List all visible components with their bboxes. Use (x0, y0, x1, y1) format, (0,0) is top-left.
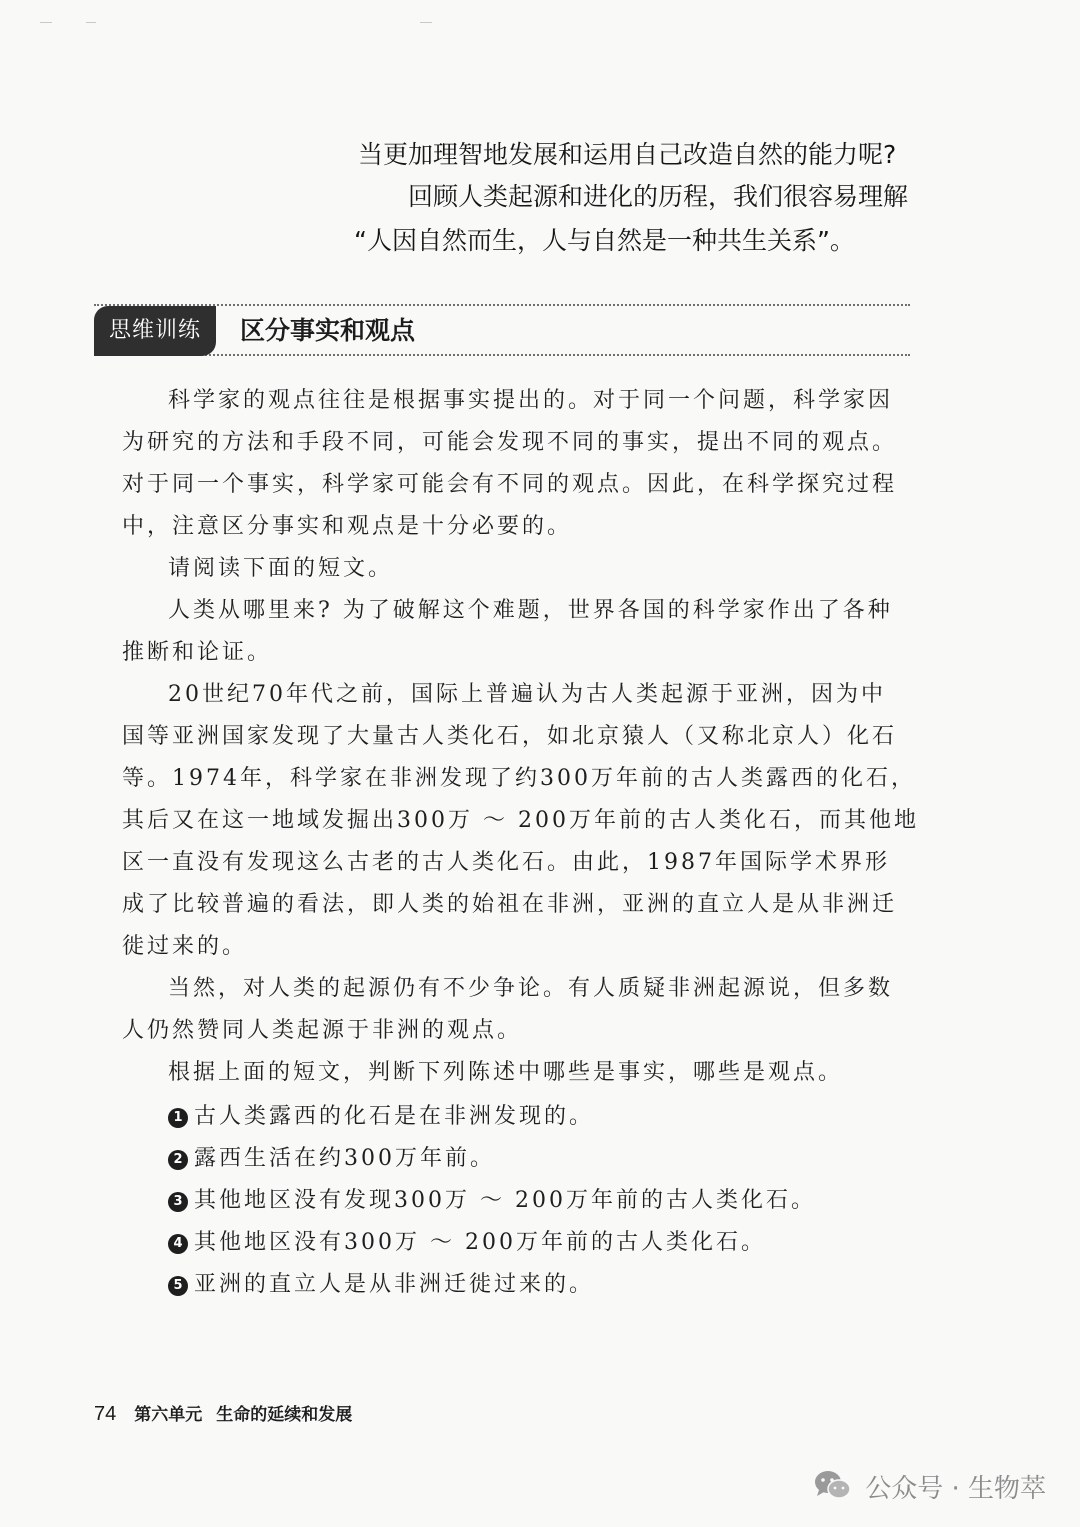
body-line: 对于同一个事实，科学家可能会有不同的观点。因此，在科学探究过程 (122, 472, 898, 497)
statement-number: 3 (168, 1192, 188, 1212)
statement-item (168, 1186, 816, 1216)
wechat-icon (813, 1469, 853, 1503)
statement-number: 2 (168, 1150, 188, 1170)
watermark (813, 1466, 1046, 1506)
chapter-title: 生命的延续和发展 (216, 1405, 353, 1425)
body-line: 人类从哪里来? 为了破解这个难题，世界各国的科学家作出了各种 (168, 598, 893, 623)
body-line: 徙过来的。 (122, 934, 248, 959)
statement-text: 古人类露西的化石是在非洲发现的。 (194, 1104, 595, 1129)
body-line: 推断和论证。 (122, 640, 273, 665)
header-rule-top (94, 304, 910, 306)
section-header (94, 298, 910, 360)
body-line: 20世纪70年代之前，国际上普遍认为古人类起源于亚洲，因为中 (168, 682, 886, 707)
statement-number: 4 (168, 1234, 188, 1254)
statement-item (168, 1102, 594, 1132)
scan-mark (86, 22, 96, 23)
scan-mark (420, 22, 432, 23)
statement-number: 5 (168, 1276, 188, 1296)
body-line: 区一直没有发现这么古老的古人类化石。由此，1987年国际学术界形 (122, 850, 890, 875)
statement-item (168, 1270, 594, 1300)
section-title: 区分事实和观点 (240, 316, 416, 345)
header-rule-bottom (94, 354, 910, 356)
statement-number: 1 (168, 1108, 188, 1128)
body-line: 当然，对人类的起源仍有不少争论。有人质疑非洲起源说，但多数 (168, 976, 894, 1001)
body-line: 人仍然赞同人类起源于非洲的观点。 (122, 1018, 523, 1043)
statement-text: 其他地区没有发现300万 ～ 200万年前的古人类化石。 (194, 1188, 816, 1213)
body-line: 中，注意区分事实和观点是十分必要的。 (122, 514, 573, 539)
watermark-text: 公众号 · 生物萃 (865, 1473, 1046, 1504)
intro-line: 回顾人类起源和进化的历程，我们很容易理解 (408, 182, 909, 211)
body-line: 为研究的方法和手段不同，可能会发现不同的事实，提出不同的观点。 (122, 430, 898, 455)
body-line: 国等亚洲国家发现了大量古人类化石，如北京猿人（又称北京人）化石 (122, 724, 898, 749)
statement-text: 亚洲的直立人是从非洲迁徙过来的。 (194, 1272, 595, 1297)
unit-label: 第六单元 (134, 1405, 203, 1425)
statement-text: 露西生活在约300万年前。 (194, 1146, 495, 1171)
statement-item (168, 1228, 766, 1258)
body-line: 等。1974年，科学家在非洲发现了约300万年前的古人类露西的化石， (122, 766, 916, 791)
statement-text: 其他地区没有300万 ～ 200万年前的古人类化石。 (194, 1230, 766, 1255)
scan-mark (40, 22, 52, 23)
page-footer (94, 1400, 352, 1426)
body-line: 其后又在这一地域发掘出300万 ～ 200万年前的古人类化石，而其他地 (122, 808, 919, 833)
body-line: 成了比较普遍的看法，即人类的始祖在非洲，亚洲的直立人是从非洲迁 (122, 892, 898, 917)
section-tag: 思维训练 (94, 306, 216, 356)
body-line: 根据上面的短文，判断下列陈述中哪些是事实，哪些是观点。 (168, 1060, 844, 1085)
body-line: 请阅读下面的短文。 (168, 556, 394, 581)
page-number: 74 (94, 1403, 117, 1425)
statement-item (168, 1144, 495, 1174)
intro-line: “人因自然而生，人与自然是一种共生关系”。 (354, 226, 855, 255)
intro-line: 当更加理智地发展和运用自己改造自然的能力呢? (358, 140, 897, 169)
body-line: 科学家的观点往往是根据事实提出的。对于同一个问题，科学家因 (168, 388, 894, 413)
